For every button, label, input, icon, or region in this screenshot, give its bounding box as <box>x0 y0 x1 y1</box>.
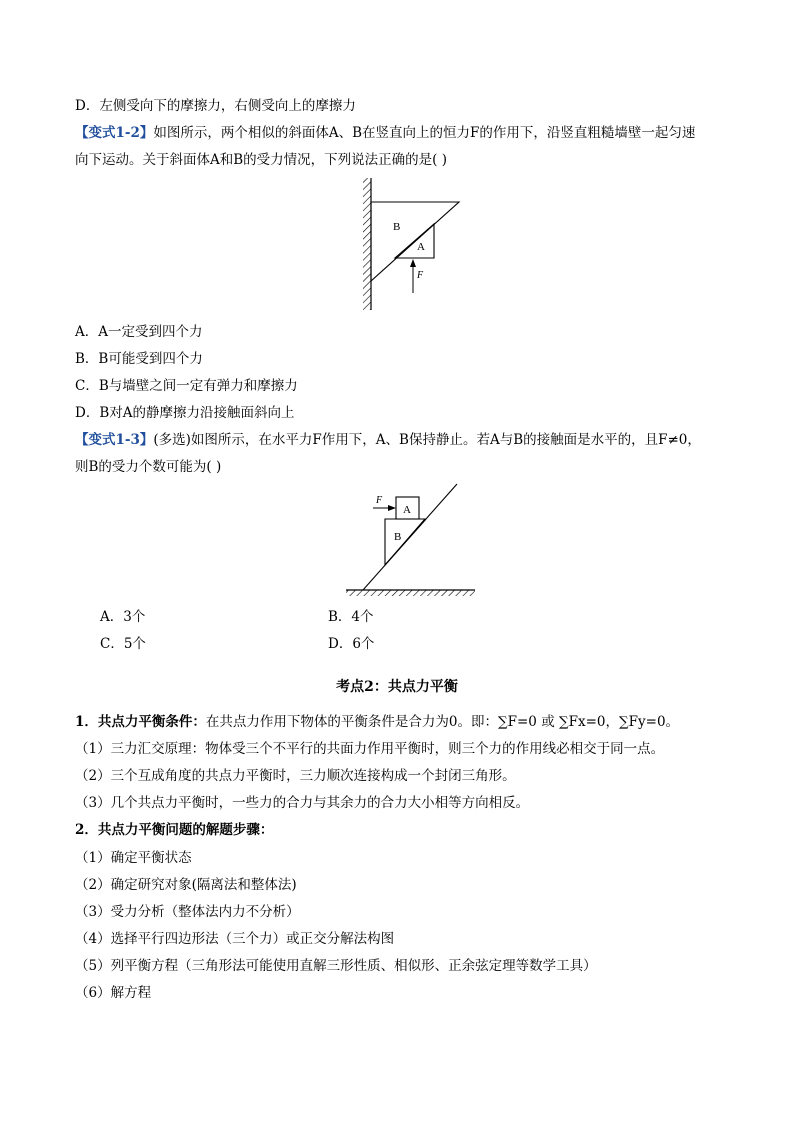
block-b-hyp <box>385 519 426 565</box>
ground-hatch <box>346 590 475 596</box>
question-text: 如图所示，两个相似的斜面体A、B在竖直向上的恒力F的作用下，沿竖直粗糙墙壁一起匀速 <box>153 125 696 141</box>
point-1-sub-3: （3）几个共点力平衡时，一些力的合力与其余力的合力大小相等方向相反。 <box>75 795 530 811</box>
figure-wall-wedges <box>355 176 470 312</box>
step-3: （3）受力分析（整体法内力不分析） <box>75 904 300 920</box>
label-f: F <box>417 270 424 281</box>
step-6: （6）解方程 <box>75 985 152 1001</box>
point-2: 2．共点力平衡问题的解题步骤： <box>75 822 274 838</box>
option-c: C．B与墙壁之间一定有弹力和摩擦力 <box>75 378 298 394</box>
step-2: （2）确定研究对象(隔离法和整体法) <box>75 877 297 893</box>
option-b: B．B可能受到四个力 <box>75 351 203 367</box>
section-heading: 考点2：共点力平衡 <box>336 679 458 695</box>
question-1-2-line2: 向下运动。关于斜面体A和B的受力情况，下列说法正确的是( ) <box>75 152 447 168</box>
question-text: (多选)如图所示，在水平力F作用下，A、B保持静止。若A与B的接触面是水平的，且F≠0， <box>153 432 701 448</box>
question-1-3-line2: 则B的受力个数可能为( ) <box>75 459 222 475</box>
push-arrowhead <box>388 505 396 511</box>
point-1-label: 1．共点力平衡条件： <box>75 714 206 730</box>
question-tag: 【变式1-3】 <box>75 432 154 448</box>
figure-incline-blocks <box>343 482 478 600</box>
label-f: F <box>376 495 383 506</box>
option-d: D．6个 <box>328 636 375 652</box>
step-5: （5）列平衡方程（三角形法可能使用直解三形性质、相似形、正余弦定理等数学工具） <box>75 958 597 974</box>
label-b: B <box>394 531 402 543</box>
option-a: A．3个 <box>100 609 146 625</box>
point-1-sub-1: （1）三力汇交原理：物体受三个不平行的共面力作用平衡时，则三个力的作用线必相交于同一点。 <box>75 741 665 757</box>
question-1-3-line1 <box>75 430 701 450</box>
point-1-text: 在共点力作用下物体的平衡条件是合力为0。即：∑F=0 或 ∑Fx=0，∑Fy=0。 <box>205 714 680 730</box>
option-d: D．B对A的静摩擦力沿接触面斜向上 <box>75 405 295 421</box>
point-1 <box>75 712 679 732</box>
label-a: A <box>403 504 411 516</box>
option-b: B．4个 <box>328 609 374 625</box>
wedge-b <box>371 202 459 281</box>
option-c: C．5个 <box>100 636 146 652</box>
label-a: A <box>417 241 425 253</box>
point-1-sub-2: （2）三个互成角度的共点力平衡时，三力顺次连接构成一个封闭三角形。 <box>75 768 516 784</box>
wedge-a <box>395 224 434 258</box>
step-4: （4）选择平行四边形法（三个力）或正交分解法构图 <box>75 931 395 947</box>
force-arrowhead <box>410 259 416 267</box>
label-b: B <box>393 221 401 233</box>
wall-hatch <box>363 178 371 310</box>
question-1-2-line1 <box>75 123 695 143</box>
option-d-prev: D．左侧受向下的摩擦力，右侧受向上的摩擦力 <box>75 98 356 114</box>
question-tag: 【变式1-2】 <box>75 125 154 141</box>
step-1: （1）确定平衡状态 <box>75 850 192 866</box>
option-a: A．A一定受到四个力 <box>75 324 203 340</box>
